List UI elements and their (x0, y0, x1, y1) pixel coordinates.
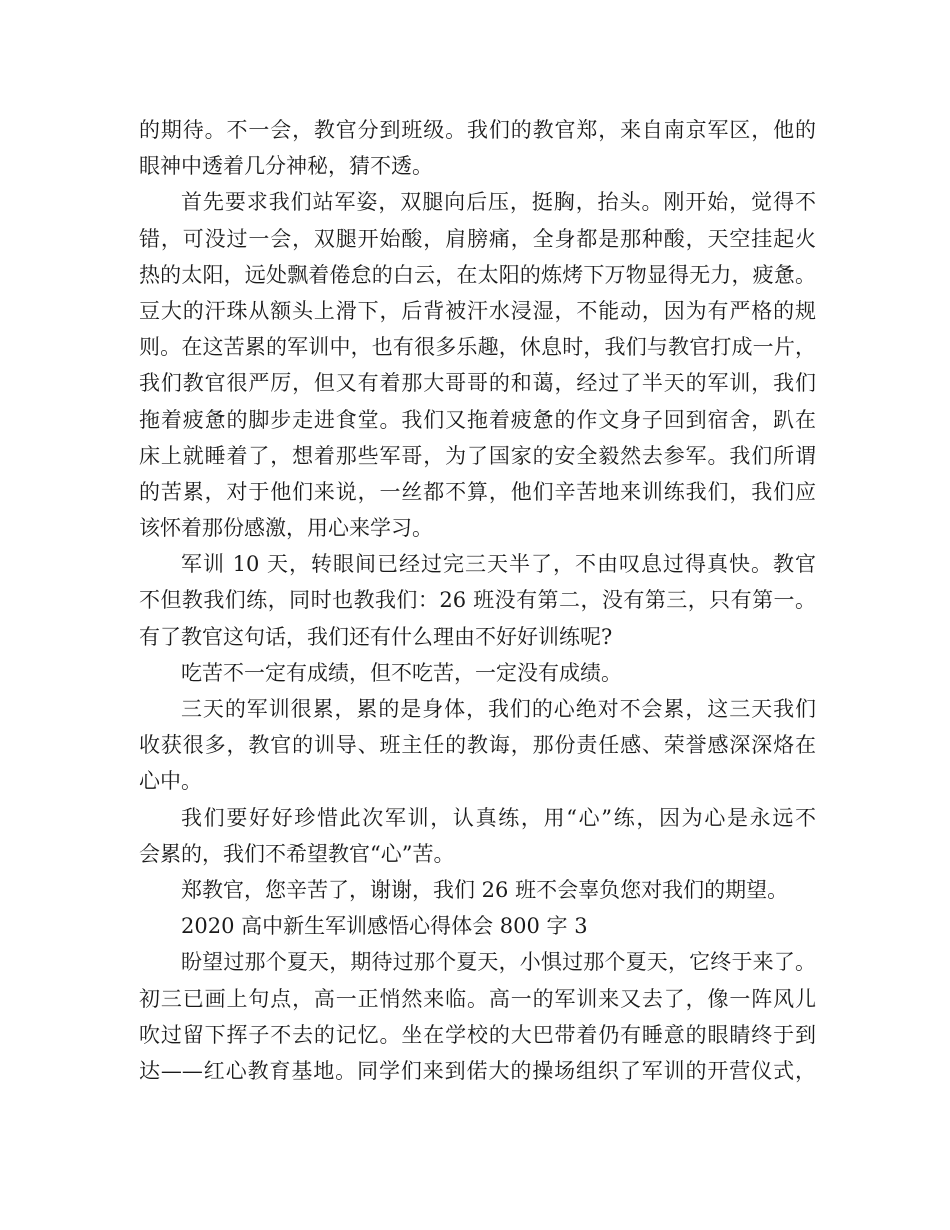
text-line: 豆大的汗珠从额头上滑下，后背被汗水浸湿，不能动，因为有严格的规 (139, 298, 816, 323)
text-line: 的苦累，对于他们来说，一丝都不算，他们辛苦地来训练我们，我们应 (139, 479, 816, 504)
text-line: 吹过留下挥子不去的记忆。坐在学校的大巴带着仍有睡意的眼睛终于到 (139, 1022, 816, 1047)
text-line: 2020 高中新生军训感悟心得体会 800 字 3 (181, 914, 588, 939)
text-line: 该怀着那份感激，用心来学习。 (139, 516, 433, 541)
text-line: 郑教官，您辛苦了，谢谢，我们 26 班不会辜负您对我们的期望。 (181, 877, 789, 902)
text-line: 达——红心教育基地。同学们来到偌大的操场组织了军训的开营仪式， (139, 1058, 816, 1083)
text-line: 不但教我们练，同时也教我们：26 班没有第二，没有第三，只有第一。 (139, 588, 816, 613)
text-line: 我们教官很严厉，但又有着那大哥哥的和蔼，经过了半天的军训，我们 (139, 371, 816, 396)
text-line: 盼望过那个夏天，期待过那个夏天，小惧过那个夏天，它终于来了。 (181, 950, 816, 975)
text-line: 三天的军训很累，累的是身体，我们的心绝对不会累，这三天我们 (181, 697, 816, 721)
text-line: 心中。 (139, 769, 202, 794)
text-line: 收获很多，教官的训导、班主任的教诲，那份责任感、荣誉感深深烙在 (139, 733, 816, 758)
text-line: 的期待。不一会，教官分到班级。我们的教官郑，来自南京军区，他的 (139, 118, 816, 142)
text-line: 则。在这苦累的军训中，也有很多乐趣，休息时，我们与教官打成一片， (139, 335, 816, 360)
text-line: 吃苦不一定有成绩，但不吃苦，一定没有成绩。 (181, 660, 622, 685)
text-line: 会累的，我们不希望教官“心”苦。 (139, 841, 455, 866)
text-line: 床上就睡着了，想着那些军哥，为了国家的安全毅然去参军。我们所谓 (139, 443, 816, 468)
text-line: 拖着疲惫的脚步走进食堂。我们又拖着疲惫的作文身子回到宿舍，趴在 (139, 407, 816, 432)
text-line: 有了教官这句话，我们还有什么理由不好好训练呢? (139, 624, 613, 649)
document-body (139, 112, 816, 1089)
text-line: 初三已画上句点，高一正悄然来临。高一的军训来又去了，像一阵风儿 (139, 986, 816, 1011)
text-line: 首先要求我们站军姿，双腿向后压，挺胸，抬头。刚开始，觉得不 (181, 190, 816, 215)
text-line: 热的太阳，远处飘着倦怠的白云，在太阳的炼烤下万物显得无力，疲惫。 (139, 262, 816, 287)
text-line: 错，可没过一会，双腿开始酸，肩膀痛，全身都是那种酸，天空挂起火 (139, 226, 816, 251)
text-line: 眼神中透着几分神秘，猜不透。 (139, 154, 433, 179)
text-line: 军训 10 天，转眼间已经过完三天半了，不由叹息过得真快。教官 (181, 552, 816, 577)
text-line: 我们要好好珍惜此次军训，认真练，用“心”练，因为心是永远不 (181, 805, 816, 830)
